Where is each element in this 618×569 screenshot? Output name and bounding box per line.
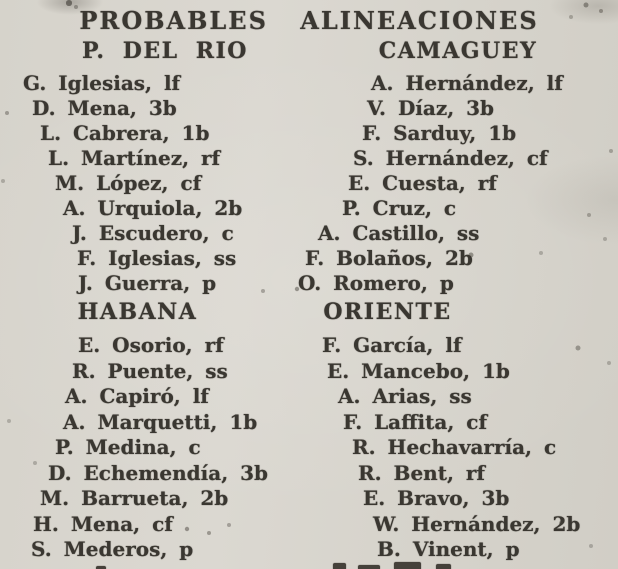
lineup-entry: S. Mederos, p bbox=[31, 537, 194, 561]
lineup-entry: S. Hernández, cf bbox=[353, 146, 548, 170]
lineup-entry: B. Vinent, p bbox=[377, 537, 520, 561]
lineup-entry: A. Urquiola, 2b bbox=[63, 196, 243, 220]
lineup-entry: M. López, cf bbox=[55, 171, 202, 195]
lineup-entry: P. Medina, c bbox=[55, 435, 201, 459]
lineup-entry: O. Romero, p bbox=[298, 271, 454, 295]
lineup-entry: A. Arias, ss bbox=[338, 384, 472, 408]
lineup-entry: A. Marquetti, 1b bbox=[63, 409, 258, 434]
team-header-oriente: ORIENTE bbox=[323, 299, 452, 325]
lineup-entry: M. Barrueta, 2b bbox=[40, 486, 229, 510]
lineup-entry: E. Mancebo, 1b bbox=[327, 358, 510, 383]
lineup-entry: V. Díaz, 3b bbox=[367, 96, 495, 120]
lineup-entry: R. Bent, rf bbox=[358, 460, 486, 485]
lineup-entry: P. Cruz, c bbox=[342, 196, 457, 220]
lineup-entry: J. Guerra, p bbox=[78, 271, 217, 295]
lineup-entry: R. Hechavarría, c bbox=[352, 435, 557, 459]
lineup-entry: F. Sarduy, 1b bbox=[362, 121, 517, 145]
team-header-pinar-del-rio: P. DEL RIO bbox=[82, 38, 248, 64]
page-title: PROBABLES ALINEACIONES bbox=[79, 6, 539, 35]
lineup-entry: L. Cabrera, 1b bbox=[40, 121, 210, 145]
lineup-entry: F. Iglesias, ss bbox=[77, 246, 237, 270]
newsprint-speckle-noise bbox=[0, 0, 2, 2]
cutoff-print-fragment bbox=[333, 563, 346, 569]
lineup-entry: J. Escudero, c bbox=[72, 221, 234, 245]
team-header-camaguey: CAMAGUEY bbox=[378, 38, 538, 64]
lineup-entry: F. García, lf bbox=[322, 333, 462, 357]
lineup-entry: E. Bravo, 3b bbox=[363, 486, 510, 510]
lineup-column-oriente bbox=[0, 333, 618, 563]
lineup-entry: H. Mena, cf bbox=[33, 511, 173, 536]
cutoff-print-fragment bbox=[436, 564, 451, 569]
lineup-entry: F. Laffita, cf bbox=[343, 409, 488, 434]
team-header-habana: HABANA bbox=[77, 299, 198, 325]
lineup-entry: L. Martínez, rf bbox=[48, 146, 221, 170]
lineup-entry: W. Hernández, 2b bbox=[373, 511, 581, 536]
lineup-entry: A. Castillo, ss bbox=[318, 221, 480, 245]
lineup-entry: D. Echemendía, 3b bbox=[48, 460, 269, 485]
lineup-entry: R. Puente, ss bbox=[72, 358, 228, 383]
lineup-entry: E. Osorio, rf bbox=[78, 333, 224, 357]
lineup-entry: A. Hernández, lf bbox=[371, 71, 563, 95]
lineup-entry: F. Bolaños, 2b bbox=[305, 246, 473, 270]
lineup-entry: E. Cuesta, rf bbox=[348, 171, 497, 195]
lineup-entry: G. Iglesias, lf bbox=[23, 71, 181, 95]
cutoff-print-fragment bbox=[358, 565, 380, 569]
lineup-column-camaguey bbox=[0, 71, 618, 296]
lineup-entry: A. Capiró, lf bbox=[65, 384, 209, 408]
lineup-entry: D. Mena, 3b bbox=[32, 96, 177, 120]
cutoff-print-fragment bbox=[394, 562, 421, 569]
